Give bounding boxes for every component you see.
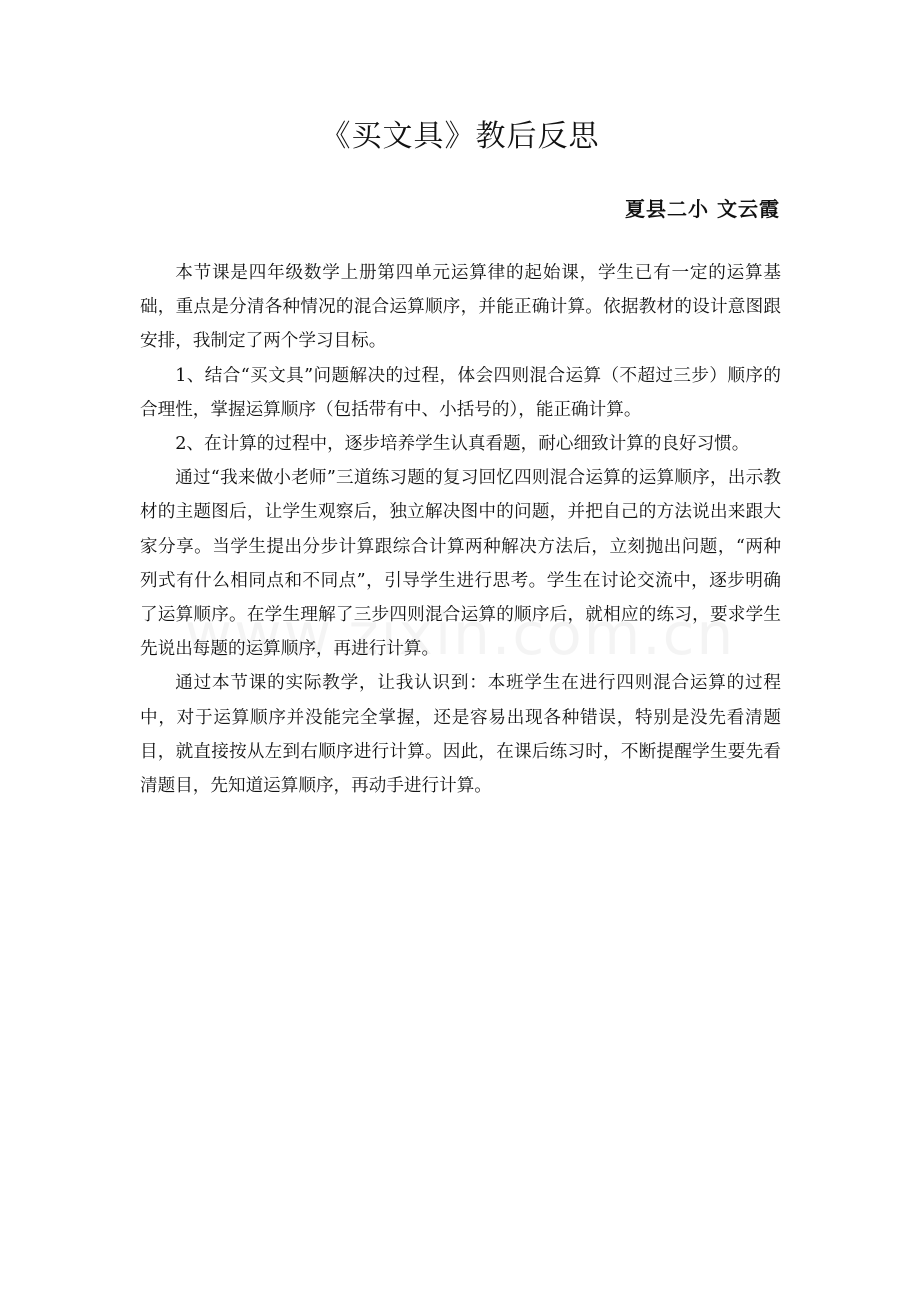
document-author: 夏县二小 文云霞 xyxy=(625,197,780,221)
paragraph-goal-2: 2、在计算的过程中，逐步培养学生认真看题，耐心细致计算的良好习惯。 xyxy=(175,434,750,455)
paragraph-goal-1: 1、结合“买文具”问题解决的过程，体会四则混合运算（不超过三步）顺序的合理性，掌握运算顺序（包括带有中、小括号的），能正确计算。 xyxy=(140,365,781,420)
document-body xyxy=(140,256,781,803)
paragraph-intro: 本节课是四年级数学上册第四单元运算律的起始课，学生已有一定的运算基础，重点是分清各种情况的混合运算顺序，并能正确计算。依据教材的设计意图跟安排，我制定了两个学习目标。 xyxy=(140,263,781,352)
paragraph-reflection: 通过本节课的实际教学，让我认识到：本班学生在进行四则混合运算的过程中，对于运算顺序并没能完全掌握，还是容易出现各种错误，特别是没先看清题目，就直接按从左到右顺序进行计算。因此，在课后练习时，不断提醒学生要先看清题目，先知道运算顺序，再动手进行计算。 xyxy=(140,673,781,797)
document-title: 《买文具》教后反思 xyxy=(320,119,600,154)
paragraph-process: 通过“我来做小老师”三道练习题的复习回忆四则混合运算的运算顺序，出示教材的主题图后，让学生观察后，独立解决图中的问题，并把自己的方法说出来跟大家分享。当学生提出分步计算跟综合计算两种解决方法后，立刻抛出问题，“两种列式有什么相同点和不同点”，引导学生进行思考。学生在讨论交流中，逐步明确了运算顺序。在学生理解了三步四则混合运算的顺序后，就相应的练习，要求学生先说出每题的运算顺序，再进行计算。 xyxy=(140,468,781,660)
